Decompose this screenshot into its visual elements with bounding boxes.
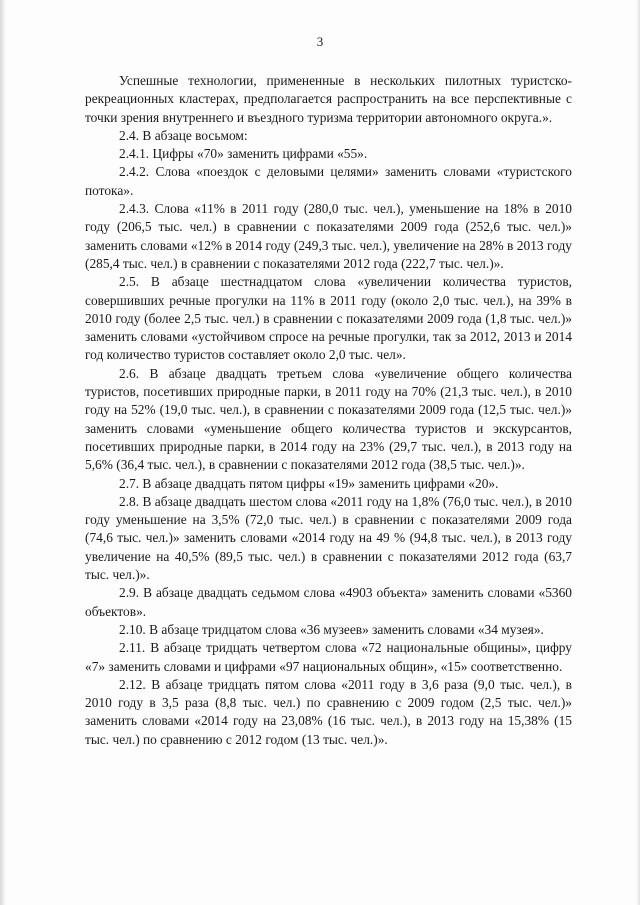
page-number: 3 <box>316 34 324 49</box>
paragraph-2-7: 2.7. В абзаце двадцать пятом цифры «19» заменить цифрами «20». <box>119 475 499 491</box>
paragraph-2-11: 2.11. В абзаце тридцать четвертом слова «72 национальные общины», цифру «7» заменить словами и цифрами «97 национальных общин», «15» соответственно. <box>85 640 572 674</box>
paragraph-2-4-1: 2.4.1. Цифры «70» заменить цифрами «55». <box>119 146 368 162</box>
paragraph-2-8: 2.8. В абзаце двадцать шестом слова «2011 году на 1,8% (76,0 тыс. чел.), в 2010 году уменьшение на 3,5% (72,0 тыс. чел.) в сравнении с показателями 2009 года (74,6 тыс. чел.)» заменить словами «2014 году на 49 % (94,8 тыс. чел.), в 2013 году увеличение на 40,5% (89,5 тыс. чел.) в сравнении с показателями 2012 года (63,7 тыс. чел.)». <box>85 493 572 583</box>
paragraph-continuation: Успешные технологии, примененные в нескольких пилотных туристско-рекреационных кластерах, предполагается распространить на все перспективные с точки зрения внутреннего и въездного туризма территории автономного округа.». <box>85 73 572 125</box>
document-body <box>85 72 572 749</box>
paragraph-2-4: 2.4. В абзаце восьмом: <box>119 127 248 143</box>
paragraph-2-9: 2.9. В абзаце двадцать седьмом слова «4903 объекта» заменить словами «5360 объектов». <box>85 585 572 619</box>
scan-edge-right <box>636 0 640 905</box>
paragraph-2-10: 2.10. В абзаце тридцатом слова «36 музеев» заменить словами «34 музея». <box>119 621 544 637</box>
paragraph-2-4-2: 2.4.2. Слова «поездок с деловыми целями» заменить словами «туристского потока». <box>85 164 572 198</box>
paragraph-2-6: 2.6. В абзаце двадцать третьем слова «увеличение общего количества туристов, посетивших природные парки, в 2011 году на 70% (21,3 тыс. чел.), в 2010 году на 52% (19,0 тыс. чел.), в сравнении с показателями 2009 года (12,5 тыс. чел.)» заменить словами «уменьшение общего количества туристов и экскурсантов, посетивших природные парки, в 2014 году на 23% (29,7 тыс. чел.), в 2013 году на 5,6% (36,4 тыс. чел.), в сравнении с показателями 2012 года (38,5 тыс. чел.)». <box>85 365 572 473</box>
scan-edge-left <box>0 0 6 905</box>
paragraph-2-5: 2.5. В абзаце шестнадцатом слова «увеличении количества туристов, совершивших речные прогулки на 11% в 2011 году (около 2,0 тыс. чел.), на 39% в 2010 году (более 2,5 тыс. чел.) в сравнении с показателями 2009 года (1,8 тыс. чел.)» заменить словами «устойчивом спросе на речные прогулки, так за 2012, 2013 и 2014 год количество туристов составляет около 2,0 тыс. чел». <box>85 274 572 363</box>
paragraph-2-12: 2.12. В абзаце тридцать пятом слова «2011 году в 3,6 раза (9,0 тыс. чел.), в 2010 году в 3,5 раза (8,8 тыс. чел.) по сравнению с 2009 годом (2,5 тыс. чел.)» заменить словами «2014 году на 23,08% (16 тыс. чел.), в 2013 году на 15,38% (15 тыс. чел.) по сравнению с 2012 годом (13 тыс. чел.)». <box>85 676 572 747</box>
paragraph-2-4-3: 2.4.3. Слова «11% в 2011 году (280,0 тыс. чел.), уменьшение на 18% в 2010 году (206,5 тыс. чел.) в сравнении с показателями 2009 года (252,6 тыс. чел.)» заменить словами «12% в 2014 году (249,3 тыс. чел.), увеличение на 28% в 2013 году (285,4 тыс. чел.) в сравнении с показателями 2012 года (222,7 тыс. чел.)». <box>85 201 572 271</box>
